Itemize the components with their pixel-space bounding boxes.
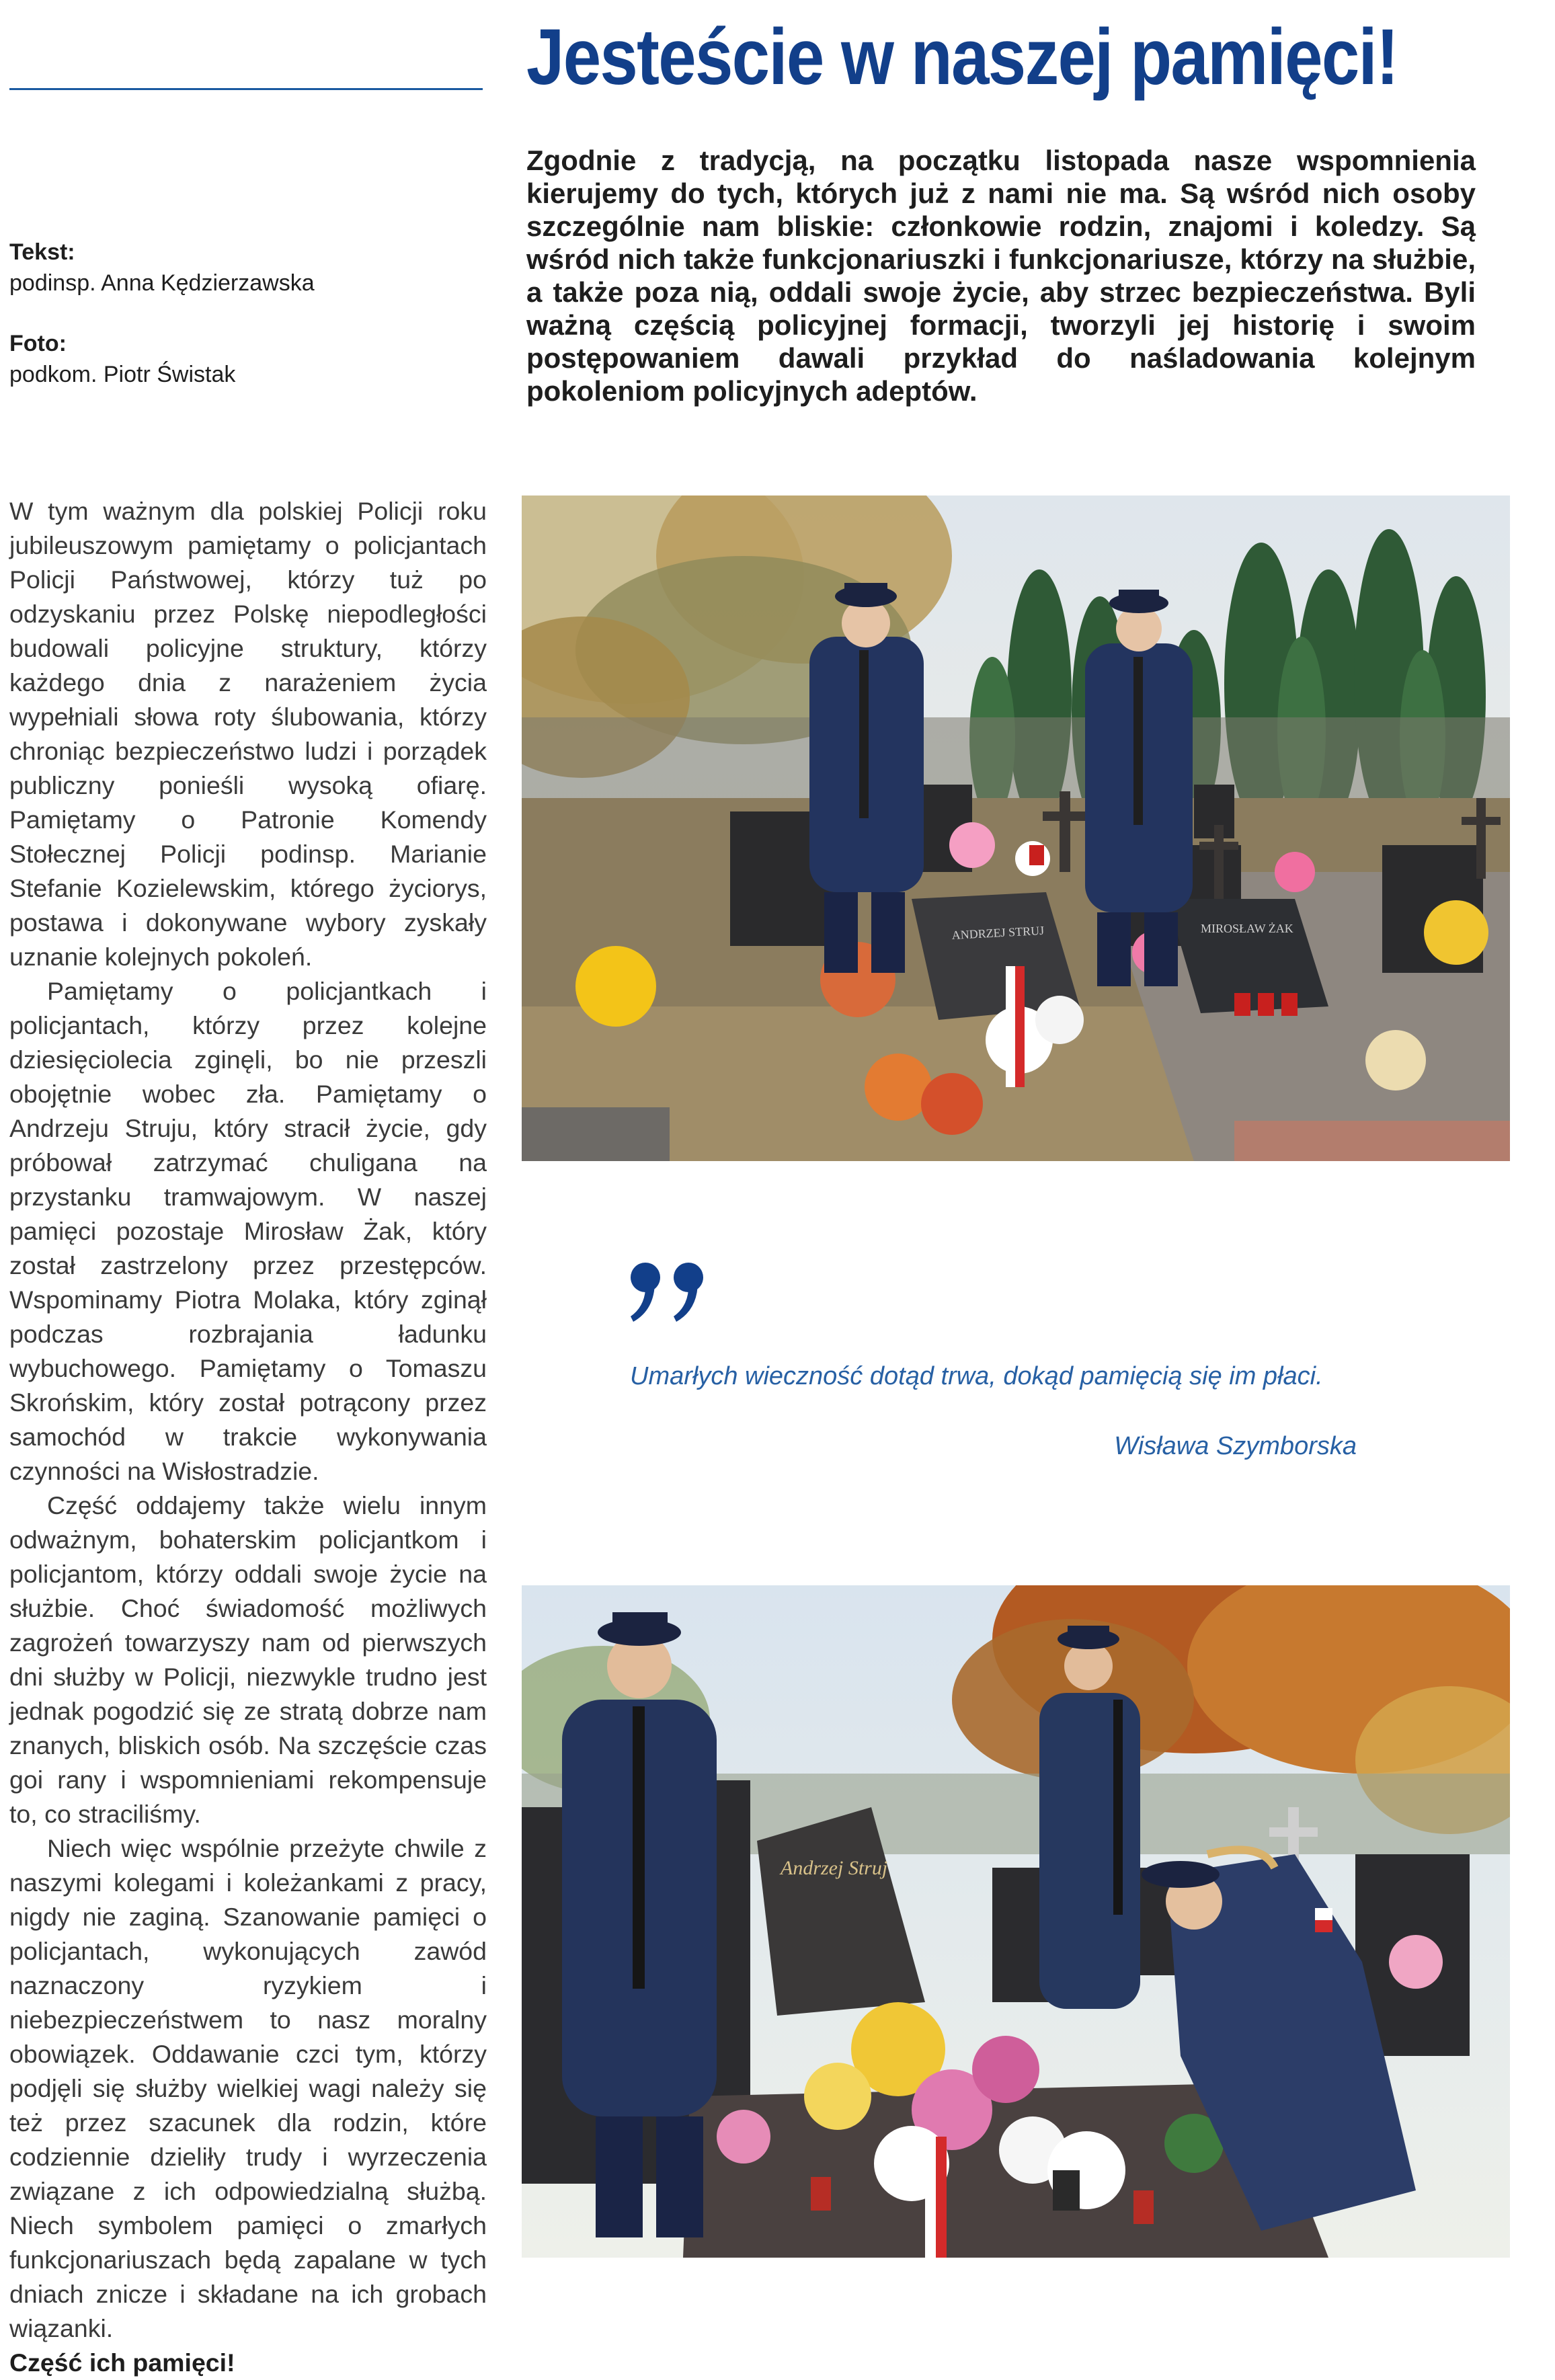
body-paragraph-4: Niech więc wspólnie przeżyte chwile z naszymi kolegami i koleżankami z pracy, nigdy nie zaginą. Szanowanie pamięci o policjantach, wykonujących zawód naznaczony ryzykiem i niebezpieczeństwem to nasz moralny obowiązek. Oddawanie czci tym, którzy podjęli się służby wielkiej wagi należy się też przez szacunek dla rodzin, które codziennie dzieliły trudy i wyrzeczenia związane z ich odpowiedzialną służbą. Niech symbolem pamięci o zmarłych funkcjonariuszach będą zapalane w tych dniach znicze i składane na ich grobach wiązanki. [9,1834,487,2342]
photo-credit-author: podkom. Piotr Świstak [9,362,236,387]
quote-author: Wisława Szymborska [1114,1432,1357,1460]
page-title: Jesteście w naszej pamięci! [526,13,1398,102]
grave-inscription-left: ANDRZEJ STRUJ [951,923,1045,942]
cemetery-photo-1-image [522,495,1510,1161]
body-paragraph-3: Część oddajemy także wielu innym odważnym, bohaterskim policjantkom i policjantom, którzy oddali swoje życie na służbie. Choć świadomość możliwych zagrożeń towarzyszy nam od pierwszych dni służby w Policji, niezwykle trudno jest jednak pogodzić się ze stratą dobrze nam znanych, bliskich osób. Na szczęście czas goi rany i wspomnieniami rekompensuje to, co straciliśmy. [9,1491,487,1828]
credits-block [9,237,480,390]
cemetery-photo-2-image [522,1585,1510,2258]
quote-text: Umarłych wieczność dotąd trwa, dokąd pamięcią się im płaci. [630,1362,1323,1390]
grave-inscription: Andrzej Struj [781,1857,888,1879]
top-rule [9,88,483,90]
text-credit-label: Tekst: [9,239,75,265]
photo-credit-label: Foto: [9,331,67,356]
text-credit-author: podinsp. Anna Kędzierzawska [9,270,315,296]
lead-paragraph: Zgodnie z tradycją, na początku listopada nasze wspomnienia kierujemy do tych, których już z nami nie ma. Są wśród nich osoby szczególnie nam bliskie: członkowie rodzin, znajomi i koledzy. Są wśród nich także funkcjonariuszki i funkcjonariusze, którzy na służbie, a także poza nią, oddali swoje życie, aby strzec bezpieczeństwa. Byli ważną częścią policyjnej formacji, tworzyli jej historię i swoim postępowaniem dawali przykład do naśladowania kolejnym pokoleniom policyjnych adeptów. [526,145,1476,407]
grave-inscription-right: MIROSŁAW ŻAK [1201,922,1293,935]
body-paragraph-2: Pamiętamy o policjantkach i policjantach, którzy przez kolejne dziesięciolecia zginęli, bo nie przeszli obojętnie wobec zła. Pamiętamy o Andrzeju Struju, który stracił życie, gdy próbował zatrzymać chuligana na przystanku tramwajowym. W naszej pamięci pozostaje Mirosław Żak, który został zastrzelony przez przestępców. Wspominamy Piotra Molaka, który zginął podczas rozbrajania ładunku wybuchowego. Pamiętamy o Tomaszu Skrońskim, który został potrącony przez samochód w trakcie wykonywania czynności na Wisłostradzie. [9,977,487,1485]
body-column [9,494,487,2380]
closing-line: Część ich pamięci! [9,2348,235,2377]
quote-mark-icon [625,1257,719,1324]
cemetery-photo-honor-guard [522,495,1510,1161]
cemetery-photo-wreath-laying [522,1585,1510,2258]
body-paragraph-1: W tym ważnym dla polskiej Policji roku jubileuszowym pamiętamy o policjantach Policji Państwowej, którzy tuż po odzyskaniu przez Polskę niepodległości budowali policyjne struktury, którzy każdego dnia z narażeniem życia wypełniali słowa roty ślubowania, którzy chroniąc bezpieczeństwo ludzi i porządek publiczny ponieśli wysoką ofiarę. Pamiętamy o Patronie Komendy Stołecznej Policji podinsp. Marianie Stefanie Kozielewskim, którego życiorys, postawa i dokonywane wybory zyskały uznanie kolejnych pokoleń. [9,497,487,971]
